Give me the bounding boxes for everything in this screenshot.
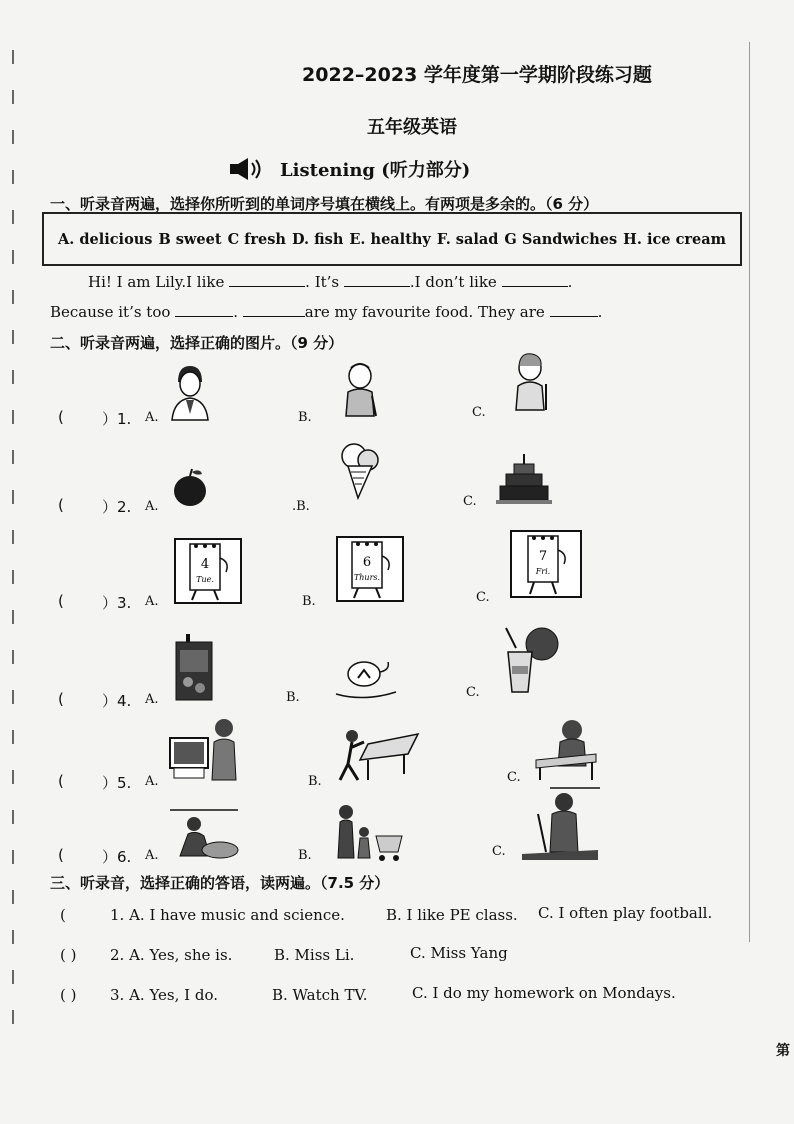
apple-picture[interactable]: [170, 466, 210, 508]
listening-label: Listening (听力部分): [280, 160, 471, 181]
part2-instruction: 二、听录音两遍，选择正确的图片。（9 分）: [50, 334, 344, 352]
answer-paren[interactable]: (: [58, 408, 64, 426]
question-number: ）6.: [102, 848, 132, 866]
sweeping-picture[interactable]: [520, 784, 600, 860]
fill-text: .: [567, 273, 573, 291]
fill-text: .: [233, 303, 238, 321]
fill-text: .: [597, 303, 603, 321]
option-label: B.: [298, 410, 312, 425]
part3-paren[interactable]: ( ): [60, 986, 77, 1004]
fill-line-2: [50, 302, 602, 321]
answer-paren[interactable]: (: [58, 690, 64, 708]
part3-paren[interactable]: ( ): [60, 946, 77, 964]
fill-text: Hi! I am Lily.I like: [88, 273, 225, 291]
option-label: .B.: [292, 499, 310, 514]
option-label: B.: [302, 594, 316, 609]
ice-cream-picture[interactable]: [336, 440, 386, 500]
answer-option-b: B. Miss Li.: [274, 946, 355, 964]
page-corner-text: 第: [776, 1043, 790, 1059]
word-option: H. ice cream: [623, 230, 726, 248]
word-option: A. delicious: [58, 230, 153, 248]
word-option: D. fish: [291, 230, 344, 248]
page-title: 2022–2023 学年度第一学期阶段练习题: [302, 64, 652, 86]
ping-pong-picture[interactable]: [338, 724, 420, 784]
part3-instruction: 三、听录音，选择正确的答语，读两遍。（7.5 分）: [50, 874, 390, 892]
answer-blank[interactable]: [502, 272, 568, 287]
word-option: C fresh: [227, 230, 286, 248]
answer-option-c: C. I do my homework on Mondays.: [412, 984, 676, 1002]
calendar-number: 6: [362, 555, 372, 570]
word-bank: [42, 212, 742, 266]
lemonade-picture[interactable]: [498, 626, 562, 696]
answer-option-b: B. I like PE class.: [386, 906, 518, 924]
option-label: C.: [463, 494, 477, 509]
option-label: A.: [145, 692, 159, 707]
fill-line-1: [88, 272, 572, 291]
answer-blank[interactable]: [229, 272, 305, 287]
calendar-day: Fri.: [535, 567, 551, 576]
question-number: ）2.: [102, 498, 132, 516]
fill-text: are my favourite food. They are: [304, 303, 545, 321]
option-label: C.: [507, 770, 521, 785]
word-option: B sweet: [158, 230, 222, 248]
answer-blank[interactable]: [550, 302, 598, 317]
shopping-picture[interactable]: [330, 802, 406, 862]
part3-paren[interactable]: (: [60, 906, 66, 924]
option-label: A.: [145, 848, 159, 863]
fill-text: . It’s: [305, 273, 340, 291]
calendar-tuesday-picture[interactable]: [174, 538, 242, 604]
option-label: A.: [145, 594, 159, 609]
old-man-picture[interactable]: [338, 360, 382, 418]
cake-picture[interactable]: [496, 452, 552, 506]
option-label: C.: [492, 844, 506, 859]
scan-edge-left: [12, 50, 14, 1050]
answer-paren[interactable]: (: [58, 846, 64, 864]
calendar-day: Tue.: [196, 575, 214, 584]
fill-text: .I don’t like: [409, 273, 497, 291]
scan-edge-right: [749, 42, 750, 942]
question-number: ）4.: [102, 692, 132, 710]
answer-option-a: 1. A. I have music and science.: [110, 906, 345, 924]
calendar-number: 7: [538, 549, 548, 564]
answer-blank[interactable]: [243, 302, 305, 317]
juice-box-picture[interactable]: [172, 632, 216, 702]
washing-clothes-picture[interactable]: [166, 806, 242, 862]
option-label: A.: [145, 499, 159, 514]
answer-option-c: C. I often play football.: [538, 904, 713, 922]
option-label: B.: [298, 848, 312, 863]
option-label: C.: [466, 685, 480, 700]
answer-blank[interactable]: [344, 272, 410, 287]
listening-heading: [228, 156, 470, 182]
option-label: A.: [145, 410, 159, 425]
word-option: G Sandwiches: [504, 230, 618, 248]
question-number: ）3.: [102, 594, 132, 612]
answer-paren[interactable]: (: [58, 592, 64, 610]
answer-option-c: C. Miss Yang: [410, 944, 508, 962]
watching-tv-picture[interactable]: [168, 716, 240, 782]
option-label: A.: [145, 774, 159, 789]
option-label: C.: [472, 405, 486, 420]
question-number: ）1.: [102, 410, 132, 428]
fill-text: Because it’s too: [50, 303, 171, 321]
answer-blank[interactable]: [175, 302, 233, 317]
reading-at-desk-picture[interactable]: [532, 716, 600, 782]
answer-option-a: 2. A. Yes, she is.: [110, 946, 233, 964]
tea-picture[interactable]: [330, 652, 404, 702]
question-number: ）5.: [102, 774, 132, 792]
page-subtitle: 五年级英语: [367, 117, 457, 138]
young-man-picture[interactable]: [168, 362, 212, 422]
option-label: B.: [286, 690, 300, 705]
answer-option-a: 3. A. Yes, I do.: [110, 986, 218, 1004]
answer-option-b: B. Watch TV.: [272, 986, 368, 1004]
part1-instruction: 一、听录音两遍，选择你所听到的单词序号填在横线上。有两项是多余的。（6 分）: [50, 195, 599, 213]
calendar-thursday-picture[interactable]: [336, 536, 404, 602]
calendar-day: Thurs.: [353, 573, 381, 582]
option-label: B.: [308, 774, 322, 789]
calendar-number: 4: [200, 557, 210, 572]
calendar-friday-picture[interactable]: [510, 530, 582, 598]
answer-paren[interactable]: (: [58, 772, 64, 790]
speaker-icon: [228, 156, 268, 182]
answer-paren[interactable]: (: [58, 496, 64, 514]
old-woman-picture[interactable]: [510, 352, 554, 412]
word-option: E. healthy: [349, 230, 431, 248]
word-option: F. salad: [436, 230, 499, 248]
option-label: C.: [476, 590, 490, 605]
